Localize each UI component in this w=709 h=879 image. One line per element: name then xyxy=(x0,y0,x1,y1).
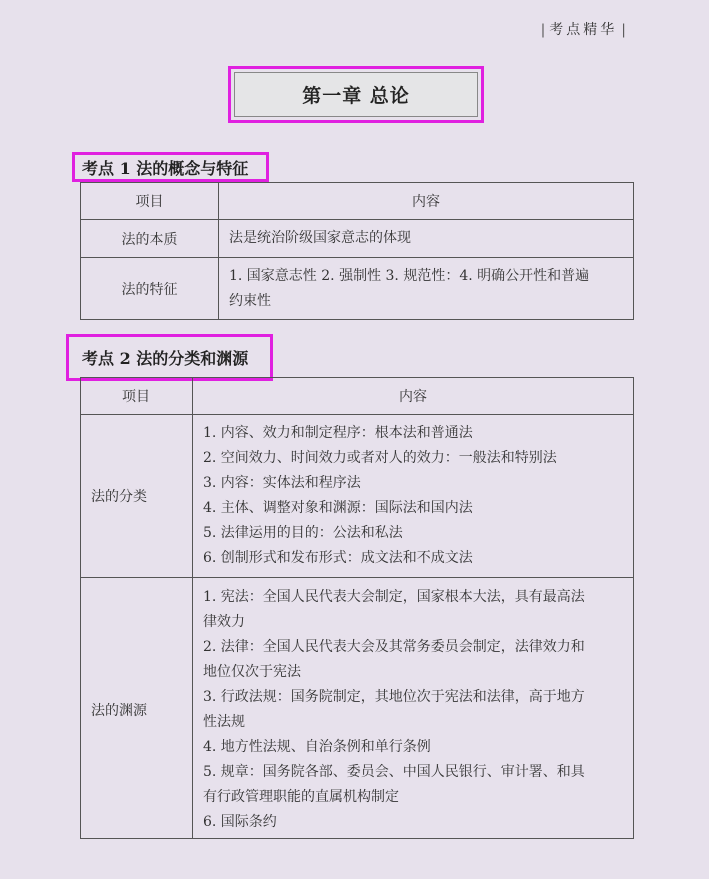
content-line: 1. 内容、效力和制定程序：根本法和普通法 xyxy=(203,425,473,441)
content-line: 5. 规章：国务院各部、委员会、中国人民银行、审计署、和具 xyxy=(203,764,585,780)
content-line: 性法规 xyxy=(203,714,245,730)
content-line: 4. 地方性法规、自治条例和单行条例 xyxy=(203,739,431,755)
content-line: 有行政管理职能的直属机构制定 xyxy=(203,789,399,805)
row-item: 法的本质 xyxy=(81,220,219,258)
section1-title: 考点 1 法的概念与特征 xyxy=(72,152,269,182)
content-line: 律效力 xyxy=(203,614,245,630)
header-item: 项目 xyxy=(81,183,219,220)
row-content xyxy=(219,220,634,258)
table-row xyxy=(81,578,634,839)
content-line: 地位仅次于宪法 xyxy=(203,664,301,680)
chapter-title-highlight xyxy=(228,66,484,123)
content-line: 1. 国家意志性 2. 强制性 3. 规范性：4. 明确公开性和普遍 xyxy=(229,267,590,284)
header-mark-text: 考点精华 xyxy=(549,22,618,38)
table-row xyxy=(81,220,634,258)
content-line: 5. 法律运用的目的：公法和私法 xyxy=(203,525,403,541)
content-line: 约束性 xyxy=(229,292,271,309)
content-line: 法是统治阶级国家意志的体现 xyxy=(229,230,411,246)
row-item: 法的特征 xyxy=(81,258,219,320)
content-line: 2. 法律：全国人民代表大会及其常务委员会制定，法律效力和 xyxy=(203,639,585,655)
table-header-row xyxy=(81,183,634,220)
table-row xyxy=(81,415,634,578)
section1-table xyxy=(80,182,634,320)
row-content xyxy=(193,578,634,839)
header-item: 项目 xyxy=(81,378,193,415)
header-content: 内容 xyxy=(193,378,634,415)
table-row xyxy=(81,258,634,320)
content-line: 6. 国际条约 xyxy=(203,814,277,830)
row-content xyxy=(219,258,634,320)
section2-title: 考点 2 法的分类和渊源 xyxy=(66,334,273,381)
section2-table xyxy=(80,377,634,839)
content-line: 4. 主体、调整对象和渊源：国际法和国内法 xyxy=(203,500,473,516)
content-line: 6. 创制形式和发布形式：成文法和不成文法 xyxy=(203,550,473,566)
row-item: 法的渊源 xyxy=(81,578,193,839)
row-item: 法的分类 xyxy=(81,415,193,578)
header-content: 内容 xyxy=(219,183,634,220)
header-mark: | 考点精华 | xyxy=(540,22,626,38)
content-line: 2. 空间效力、时间效力或者对人的效力：一般法和特别法 xyxy=(203,450,557,466)
content-line: 3. 行政法规：国务院制定，其地位次于宪法和法律，高于地方 xyxy=(203,689,585,705)
row-content xyxy=(193,415,634,578)
content-line: 1. 宪法：全国人民代表大会制定，国家根本大法，具有最高法 xyxy=(203,589,585,605)
chapter-title: 第一章 总论 xyxy=(234,72,478,117)
table-header-row xyxy=(81,378,634,415)
content-line: 3. 内容：实体法和程序法 xyxy=(203,475,361,491)
